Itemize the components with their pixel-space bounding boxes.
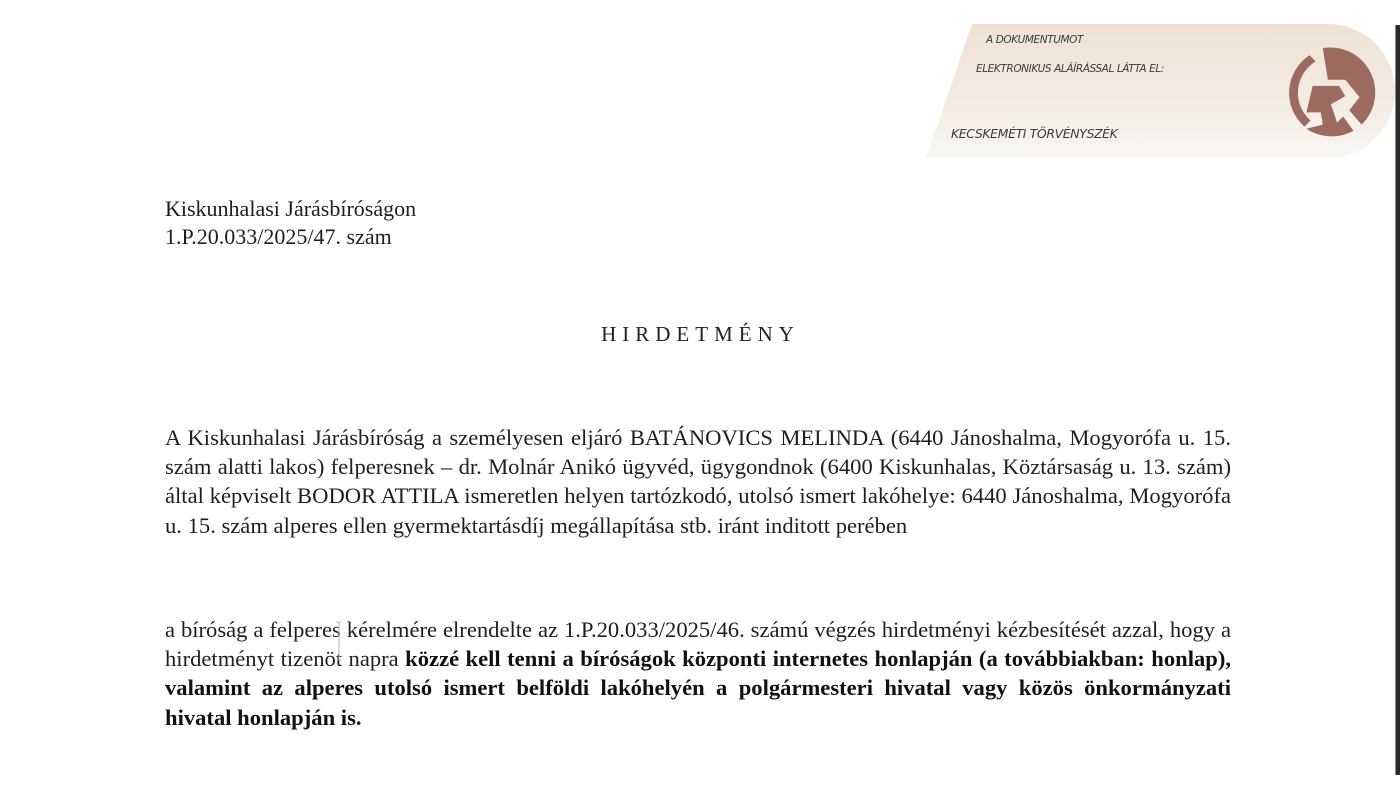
body-paragraph-2 bbox=[165, 615, 1231, 732]
electronic-signature-stamp bbox=[926, 24, 1396, 158]
paragraph-2-bold-text: közzé kell tenni a bíróságok központi internetes honlapján (a továbbiakban: honlap), valamint az alperes utolsó ismert belföldi lakóhelyén a polgármesteri hivatal vagy közös önkormányzati hivatal honlapján is. bbox=[165, 646, 1232, 730]
paragraph-2-text: a bíróság a felperes kérelmére elrendelte az 1.P.20.033/2025/46. számú végzés hirdetményi kézbesítését azzal, hogy a hirdetményt tizenöt napra bbox=[165, 617, 1231, 672]
document-header bbox=[165, 195, 416, 251]
stamp-text-line2: ELEKTRONIKUS ALÁÍRÁSSAL LÁTTA EL: bbox=[976, 63, 1164, 75]
stamp-court-name: KECSKEMÉTI TÖRVÉNYSZÉK bbox=[951, 126, 1118, 141]
window-right-edge bbox=[1395, 25, 1400, 775]
court-emblem-icon bbox=[1282, 41, 1384, 143]
text-ibeam-cursor-icon bbox=[336, 621, 343, 661]
document-title: HIRDETMÉNY bbox=[601, 322, 800, 346]
stamp-text-line1: A DOKUMENTUMOT bbox=[986, 34, 1084, 46]
court-name: Kiskunhalasi Járásbíróságon bbox=[165, 196, 417, 221]
case-number: 1.P.20.033/2025/47. szám bbox=[165, 224, 392, 249]
body-paragraph-1: A Kiskunhalasi Járásbíróság a személyesen eljáró BATÁNOVICS MELINDA (6440 Jánoshalma, Mogyorófa u. 15. szám alatti lakos) felperesnek – dr. Molnár Anikó ügyvéd, ügygondnok (6400 Kiskunhalas, Köztársaság u. 13. szám) által képviselt BODOR ATTILA ismeretlen helyen tartózkodó, utolsó ismert lakóhelye: 6440 Jánoshalma, Mogyorófa u. 15. szám alperes ellen gyermektartásdíj megállapítása stb. iránt inditott perében bbox=[165, 425, 1231, 538]
